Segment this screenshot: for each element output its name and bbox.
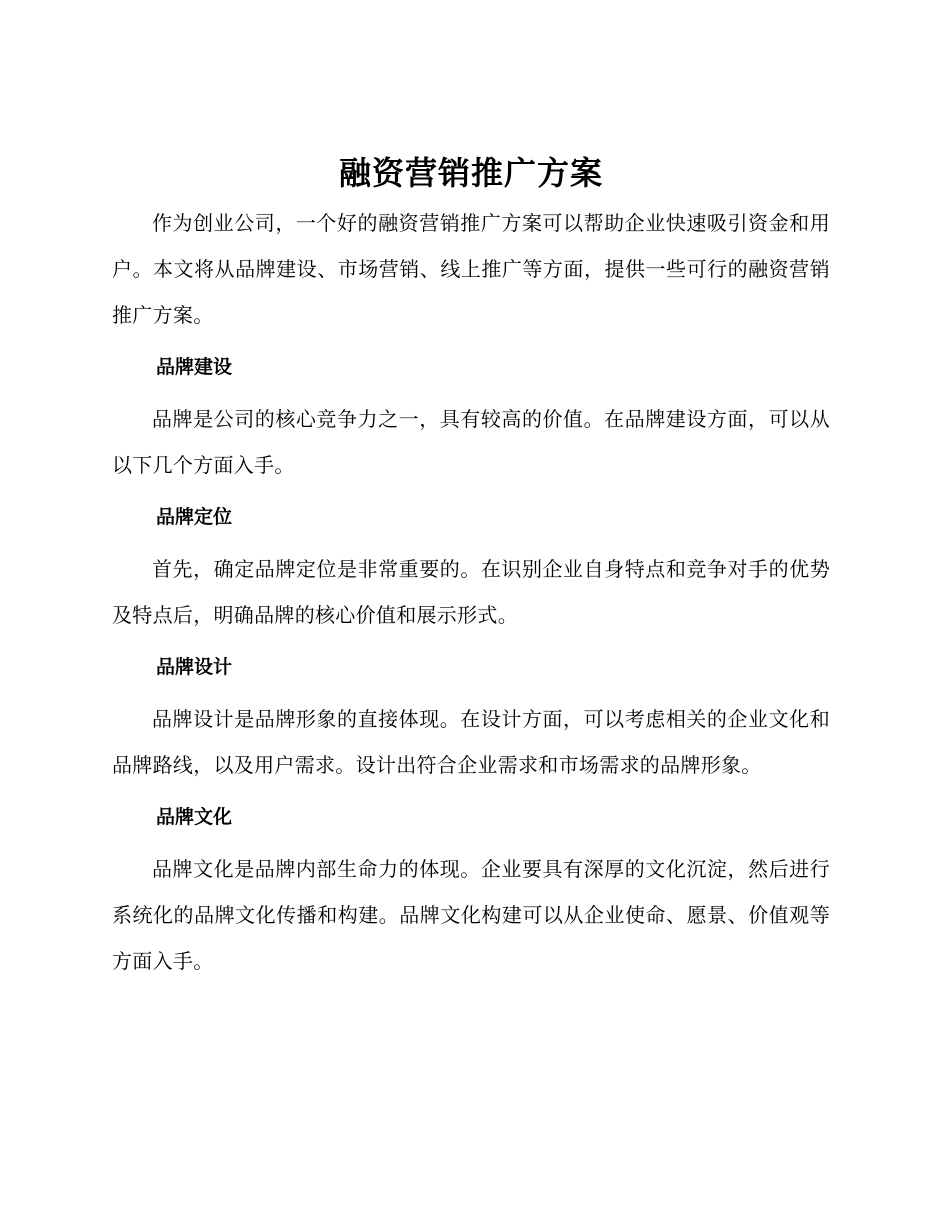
section-heading-brand-design: 品牌设计 (156, 656, 233, 678)
section-heading-brand-building: 品牌建设 (156, 356, 233, 378)
section-body-brand-culture: 品牌文化是品牌内部生命力的体现。企业要具有深厚的文化沉淀，然后进行系统化的品牌文化传播和构建。品牌文化构建可以从企业使命、愿景、价值观等方面入手。 (112, 857, 830, 973)
section-heading-brand-culture: 品牌文化 (156, 806, 233, 828)
section-heading-brand-positioning: 品牌定位 (156, 506, 233, 528)
section-body-brand-building: 品牌是公司的核心竞争力之一，具有较高的价值。在品牌建设方面，可以从以下几个方面入手。 (112, 407, 830, 477)
section-body-brand-positioning: 首先，确定品牌定位是非常重要的。在识别企业自身特点和竞争对手的优势及特点后，明确品牌的核心价值和展示形式。 (112, 557, 830, 627)
intro-paragraph: 作为创业公司，一个好的融资营销推广方案可以帮助企业快速吸引资金和用户。本文将从品牌建设、市场营销、线上推广等方面，提供一些可行的融资营销推广方案。 (112, 211, 830, 327)
document-page (112, 150, 830, 984)
document-title: 融资营销推广方案 (338, 154, 603, 192)
section-body-brand-design: 品牌设计是品牌形象的直接体现。在设计方面，可以考虑相关的企业文化和品牌路线，以及用户需求。设计出符合企业需求和市场需求的品牌形象。 (112, 707, 830, 777)
